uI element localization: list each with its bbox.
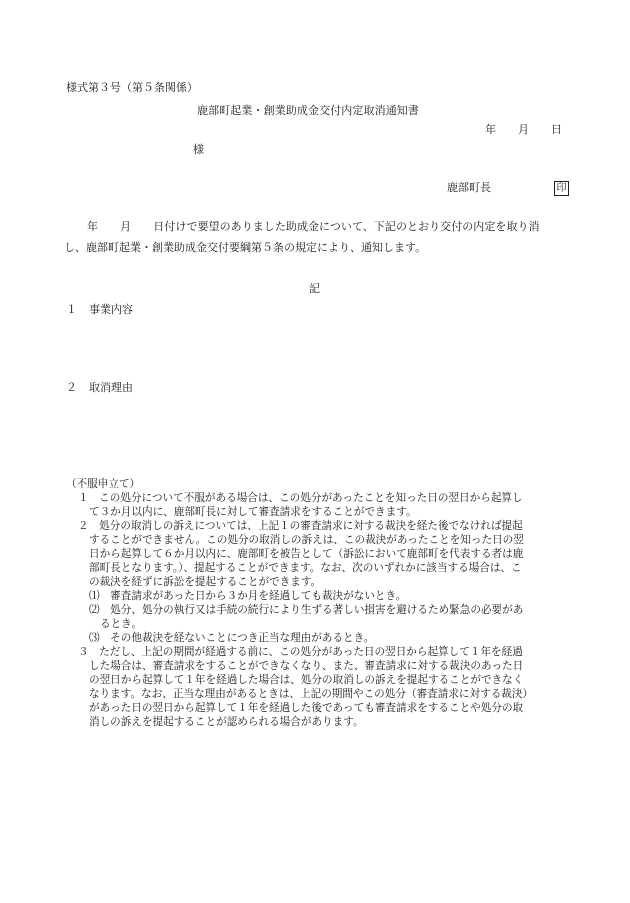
item-label: 事業内容 — [89, 303, 133, 316]
seal-box: 印 — [554, 181, 569, 196]
objection-line: て３か月以内に、鹿部町長に対して審査請求をすることができます。 — [89, 506, 417, 518]
item-cancel-reason — [66, 381, 133, 395]
form-number: 様式第３号（第５条関係） — [66, 81, 198, 94]
objection-line: ⑶ その他裁決を経ないことにつき正当な理由があるとき。 — [89, 632, 375, 644]
objection-line: 消しの訴えを提起することが認められる場合があります。 — [89, 716, 364, 728]
objection-line: ２ 処分の取消しの訴えについては、上記１の審査請求に対する裁決を経た後でなければ提起 — [78, 520, 523, 532]
objection-line: した場合は、審査請求をすることができなくなり、また、審査請求に対する裁決のあった日 — [89, 660, 524, 672]
issuer-name: 鹿部町長 — [447, 181, 491, 194]
objection-line: るとき。 — [100, 618, 142, 630]
objection-line: なります。なお、正当な理由があるときは、上記の期間やこの処分（審査請求に対する裁決） — [89, 688, 534, 700]
item-label: 取消理由 — [89, 381, 133, 394]
date-line: 年 月 日 — [485, 123, 562, 136]
objection-line: の裁決を経ずに訴訟を提起することができます。 — [89, 576, 322, 588]
objection-line: １ この処分について不服がある場合は、この処分があったことを知った日の翌日から起算し — [78, 492, 523, 504]
ki-heading: 記 — [309, 282, 320, 295]
item-number: ２ — [66, 381, 77, 394]
item-number: １ — [66, 303, 77, 316]
body-text-line-2: し、鹿部町起業・創業助成金交付要綱第５条の規定により、通知します。 — [64, 241, 427, 254]
body-text-line-1: 年 月 日付けで要望のありました助成金について、下記のとおり交付の内定を取り消 — [87, 220, 540, 233]
objection-line: ３ ただし、上記の期間が経過する前に、この処分があった日の翌日から起算して１年を経過 — [78, 646, 523, 658]
document-title: 鹿部町起業・創業助成金交付内定取消通知書 — [197, 104, 419, 117]
item-business-content — [66, 303, 133, 317]
objection-line: ⑴ 審査請求があった日から３か月を経過しても裁決がないとき。 — [89, 590, 407, 602]
objection-line: があった日の翌日から起算して１年を経過した後であっても審査請求をすることや処分の取 — [89, 702, 524, 714]
objection-heading: （不服申立て） — [66, 478, 141, 490]
objection-line: ⑵ 処分、処分の執行又は手続の続行により生ずる著しい損害を避けるため緊急の必要があ — [89, 604, 524, 616]
addressee-suffix: 様 — [193, 143, 204, 156]
objection-line: することができません。この処分の取消しの訴えは、この裁決があったことを知った日の翌 — [89, 534, 524, 546]
objection-line: 部町長となります。）、提起することができます。なお、次のいずれかに該当する場合は、こ — [89, 562, 522, 574]
objection-line: 日から起算して６か月以内に、鹿部町を被告として（訴訟において鹿部町を代表する者は鹿 — [89, 548, 524, 560]
objection-line: の翌日から起算して１年を経過した場合は、処分の取消しの訴えを提起することができなく — [89, 674, 524, 686]
